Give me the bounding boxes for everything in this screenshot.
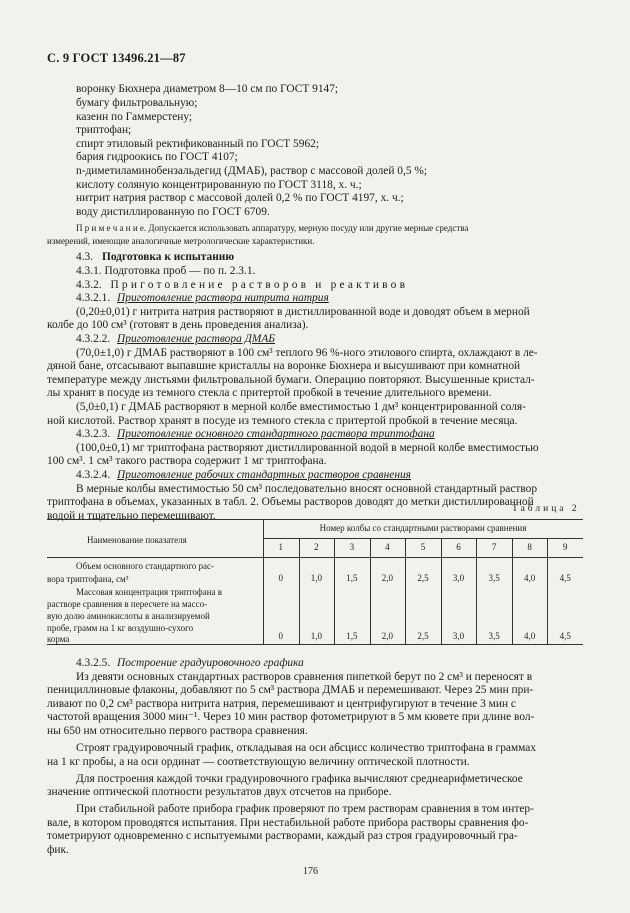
- section-number: 4.3.2.3.: [76, 428, 111, 440]
- paragraph-line: (0,20±0,01) г нитрита натрия растворяют в дистиллированной воде и доводят объем в мерной: [76, 306, 530, 318]
- table-cell: 0: [278, 573, 284, 583]
- row-label: пробе, грамм на 1 кг воздушно-сухого: [47, 623, 194, 633]
- table-cell: 1,5: [346, 573, 358, 583]
- flask-number-cell: 4: [385, 542, 390, 552]
- table-rule-bottom: [47, 644, 583, 645]
- flask-number-cell: 3: [349, 542, 355, 552]
- table-cell: 1,0: [310, 573, 322, 583]
- row-label: вую долю аминокислоты в анализируемой: [47, 611, 210, 621]
- table-cell: 1,0: [310, 631, 322, 641]
- section-number: 4.3.: [76, 251, 94, 263]
- table-cell: 3,0: [452, 631, 465, 641]
- flask-number-cell: 8: [527, 542, 532, 552]
- section-title: Приготовление раствора нитрита натрия: [117, 292, 329, 304]
- table-rule-head: [47, 557, 583, 558]
- paragraph-line: значение оптической плотности результатов двух отсчетов на приборе.: [47, 786, 392, 798]
- table-cell: 2,5: [417, 631, 429, 641]
- reagent-item: кислоту соляную концентрированную по ГОСТ 3118, х. ч.;: [76, 179, 362, 191]
- subsection-heading: [76, 428, 435, 441]
- paragraph-line: (100,0±0,1) мг триптофана растворяют дистиллированной водой в мерной колбе вместимостью: [76, 442, 539, 454]
- paragraph-line: температуре между листьями фильтровальной бумаги. Операцию повторяют. Высушенные кристал-: [47, 374, 535, 386]
- paragraph-line: ны 650 нм относительно первого раствора сравнения.: [47, 725, 308, 737]
- flask-number-cell: 5: [420, 542, 426, 552]
- table-column-divider: [299, 538, 300, 644]
- reagent-item: триптофан;: [76, 124, 132, 136]
- paragraph-line: При стабильной работе прибора график проверяют по трем растворам сравнения в том интер-: [76, 803, 534, 815]
- table-caption: Таблица 2: [512, 504, 580, 514]
- section-heading: [76, 279, 408, 292]
- table-rule-top: [47, 519, 583, 520]
- row-label: Массовая концентрация триптофана в: [76, 587, 223, 597]
- paragraph-line: 100 см³. 1 см³ такого раствора содержит 1 мг триптофана.: [47, 455, 327, 467]
- paragraph-line: лы хранят в посуде из темного стекла с притертой пробкой в течение длительного времени.: [47, 387, 492, 399]
- table-cell: 4,0: [524, 631, 536, 641]
- section-title: Приготовление растворов и реактивов: [110, 279, 409, 291]
- paragraph-line: фик.: [47, 844, 69, 856]
- section-heading: [76, 251, 234, 264]
- table-column-divider: [370, 538, 371, 644]
- section-title: Приготовление рабочих стандартных растворов сравнения: [117, 469, 411, 481]
- table-column-divider: [547, 538, 548, 644]
- section-number: 4.3.2.1.: [76, 292, 111, 304]
- reagent-item: спирт этиловый ректификованный по ГОСТ 5962;: [76, 138, 319, 150]
- section-number: 4.3.2.4.: [76, 469, 111, 481]
- paragraph-line: (5,0±0,1) г ДМАБ растворяют в мерной колбе вместимостью 1 дм³ концентрированной соля-: [76, 401, 526, 413]
- table-column-divider: [441, 538, 442, 644]
- flask-number-cell: 2: [314, 542, 319, 552]
- table-rule-mid: [263, 538, 583, 539]
- table-cell: 2,0: [381, 631, 394, 641]
- paragraph-line: ливают по 0,2 см³ раствора нитрита натрия, перемешивают и центрифугируют в течение 3 мин с: [47, 698, 516, 710]
- row-label: растворе сравнения в пересчете на массо-: [47, 599, 208, 609]
- paragraph-line: дяной бане, отсасывают выпавшие кристаллы на воронке Бюхнера и высушивают при комнатной: [47, 360, 521, 372]
- table-cell: 2,0: [381, 573, 394, 583]
- table-cell: 4,0: [524, 573, 536, 583]
- table-cell: 4,5: [559, 573, 571, 583]
- note-line: измерений, имеющие аналогичные метрологические характеристики.: [47, 236, 315, 246]
- paragraph-line: вале, в котором проводятся испытания. При нестабильной работе прибора растворы сравнения фо-: [47, 817, 529, 829]
- row-label: вора триптофана, см³: [47, 574, 129, 584]
- paragraph-line: ной кислотой. Раствор хранят в посуде из темного стекла с притертой пробкой в течение месяца.: [47, 415, 518, 427]
- subsection-heading: [76, 333, 275, 346]
- reagent-item: воронку Бюхнера диаметром 8—10 см по ГОСТ 9147;: [76, 83, 339, 95]
- row-label: корма: [47, 634, 70, 644]
- page-number: 176: [303, 866, 318, 877]
- subsection-heading: [76, 657, 304, 670]
- flask-number-cell: 1: [278, 542, 284, 552]
- table-col-header: Наименование показателя: [87, 535, 187, 545]
- note-line: П р и м е ч а н и е. Допускается использовать аппаратуру, мерную посуду или другие мерные средства: [76, 223, 469, 233]
- paragraph-line: на 1 кг пробы, а на оси ординат — соответствующую величину оптической плотности.: [47, 756, 470, 768]
- table-cell: 4,5: [559, 631, 571, 641]
- table-cell: 1,5: [346, 631, 358, 641]
- paragraph-line: тометрируют одновременно с испытуемыми растворами, каждый раз строя градуировочный гра-: [47, 830, 518, 842]
- table-column-divider: [405, 538, 406, 644]
- page-header: С. 9 ГОСТ 13496.21—87: [47, 51, 186, 65]
- reagent-item: нитрит натрия раствор с массовой долей 0,2 % по ГОСТ 4197, х. ч.;: [76, 192, 404, 204]
- table-cell: 2,5: [417, 573, 429, 583]
- paragraph-line: частотой вращения 3000 мин⁻¹. Через 10 мин раствор фотометрируют в 5 мм кювете при длине вол-: [47, 711, 535, 723]
- reagent-item: воду дистиллированную по ГОСТ 6709.: [76, 206, 270, 218]
- table-cell: 3,0: [452, 573, 465, 583]
- subsection-heading: [76, 292, 329, 305]
- reagent-item: n-диметиламинобензальдегид (ДМАБ), раствор с массовой долей 0,5 %;: [76, 165, 428, 177]
- paragraph-line: В мерные колбы вместимостью 50 см³ последовательно вносят основной стандартный раствор: [76, 483, 538, 495]
- table-cell: 0: [278, 631, 284, 641]
- table-column-divider: [476, 538, 477, 644]
- table-group-header: Номер колбы со стандартными растворами сравнения: [319, 523, 527, 533]
- section-number: 4.3.2.: [76, 279, 102, 291]
- table-cell: 3,5: [488, 573, 500, 583]
- paragraph-line: пенициллиновые флаконы, добавляют по 5 см³ раствора ДМАБ и перемешивают. Через 25 мин при-: [47, 684, 534, 696]
- row-label: Объем основного стандартного рас-: [76, 561, 215, 571]
- reagent-item: казеин по Гаммерстену;: [76, 111, 193, 123]
- table-column-divider: [512, 538, 513, 644]
- paragraph-line: колбе до 100 см³ (готовят в день проведения анализа).: [47, 319, 309, 331]
- paragraph-line: Для построения каждой точки градуировочного графика вычисляют среднеарифметическое: [76, 773, 523, 785]
- table-cell: 3,5: [488, 631, 500, 641]
- paragraph-line: 4.3.1. Подготовка проб — по п. 2.3.1.: [76, 265, 256, 277]
- section-number: 4.3.2.2.: [76, 333, 111, 345]
- section-title: Подготовка к испытанию: [101, 251, 235, 263]
- section-title: Приготовление раствора ДМАБ: [117, 333, 276, 345]
- flask-number-cell: 6: [456, 542, 461, 552]
- paragraph-line: триптофана в объемах, указанных в табл. 2. Объемы растворов доводят до метки дистиллированной: [47, 496, 534, 508]
- paragraph-line: Строят градуировочный график, откладывая на оси абсцисс количество триптофана в граммах: [76, 742, 537, 754]
- subsection-heading: [76, 469, 411, 482]
- section-title: Построение градуировочного графика: [117, 657, 304, 669]
- reagent-item: бумагу фильтровальную;: [76, 97, 198, 109]
- table-column-divider: [334, 538, 335, 644]
- section-title: Приготовление основного стандартного раствора триптофана: [117, 428, 435, 440]
- paragraph-line: водой и тщательно перемешивают.: [47, 510, 216, 522]
- paragraph-line: (70,0±1,0) г ДМАБ растворяют в 100 см³ теплого 96 %-ного этилового спирта, охлаждают в ле-: [76, 347, 538, 359]
- reagent-item: бария гидроокись по ГОСТ 4107;: [76, 151, 238, 163]
- section-number: 4.3.2.5.: [76, 657, 111, 669]
- flask-number-cell: 9: [562, 542, 568, 552]
- paragraph-line: Из девяти основных стандартных растворов сравнения пипеткой берут по 2 см³ и переносят в: [76, 671, 533, 683]
- flask-number-cell: 7: [491, 542, 497, 552]
